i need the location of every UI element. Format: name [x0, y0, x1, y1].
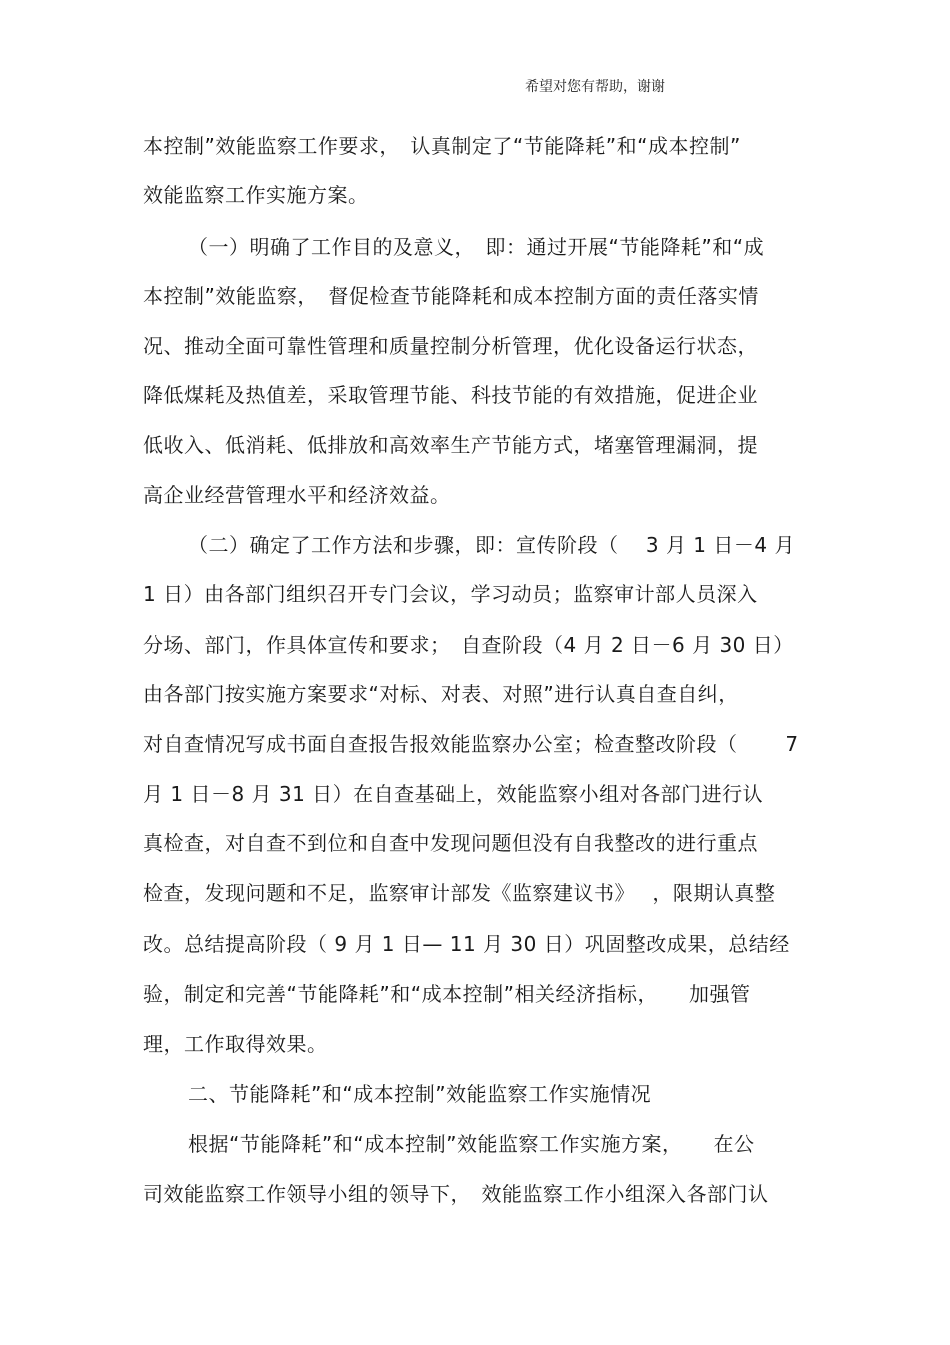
text-line: 对自查情况写成书面自查报告报效能监察办公室；检查整改阶段（ 7: [143, 732, 799, 756]
text-line: 低收入、低消耗、低排放和高效率生产节能方式，堵塞管理漏洞，提: [143, 433, 758, 457]
text-line: 效能监察工作实施方案。: [143, 183, 369, 207]
text-line: 真检查，对自查不到位和自查中发现问题但没有自我整改的进行重点: [143, 831, 758, 855]
text-line: 司效能监察工作领导小组的领导下， 效能监察工作小组深入各部门认: [143, 1182, 769, 1206]
text-line: 本控制”效能监察工作要求， 认真制定了“节能降耗”和“成本控制”: [143, 134, 741, 158]
text-line: 降低煤耗及热值差，采取管理节能、科技节能的有效措施，促进企业: [143, 383, 758, 407]
text-line: 改。总结提高阶段（ 9 月 1 日— 11 月 30 日）巩固整改成果，总结经: [143, 932, 790, 956]
text-line: 验，制定和完善“节能降耗”和“成本控制”相关经济指标， 加强管: [143, 982, 751, 1006]
text-line: 月 1 日－8 月 31 日）在自查基础上，效能监察小组对各部门进行认: [143, 782, 764, 806]
text-line: 1 日）由各部门组织召开专门会议，学习动员；监察审计部人员深入: [143, 582, 758, 606]
text-line: （一）明确了工作目的及意义， 即：通过开展“节能降耗”和“成: [188, 235, 765, 259]
text-line: 分场、部门，作具体宣传和要求； 自查阶段（4 月 2 日－6 月 30 日）: [143, 633, 794, 657]
header-note: 希望对您有帮助，谢谢: [525, 79, 665, 95]
text-line: （二）确定了工作方法和步骤，即：宣传阶段（ 3 月 1 日－4 月: [188, 533, 795, 557]
text-line: 高企业经营管理水平和经济效益。: [143, 483, 451, 507]
text-line: 检查，发现问题和不足，监察审计部发《监察建议书》 ，限期认真整: [143, 881, 776, 905]
section-heading: 二、节能降耗”和“成本控制”效能监察工作实施情况: [188, 1082, 652, 1106]
text-line: 本控制”效能监察， 督促检查节能降耗和成本控制方面的责任落实情: [143, 284, 759, 308]
text-line: 况、推动全面可靠性管理和质量控制分析管理，优化设备运行状态，: [143, 334, 758, 358]
text-line: 根据“节能降耗”和“成本控制”效能监察工作实施方案， 在公: [188, 1132, 755, 1156]
text-line: 理，工作取得效果。: [143, 1032, 328, 1056]
text-line: 由各部门按实施方案要求“对标、对表、对照”进行认真自查自纠，: [143, 682, 739, 706]
